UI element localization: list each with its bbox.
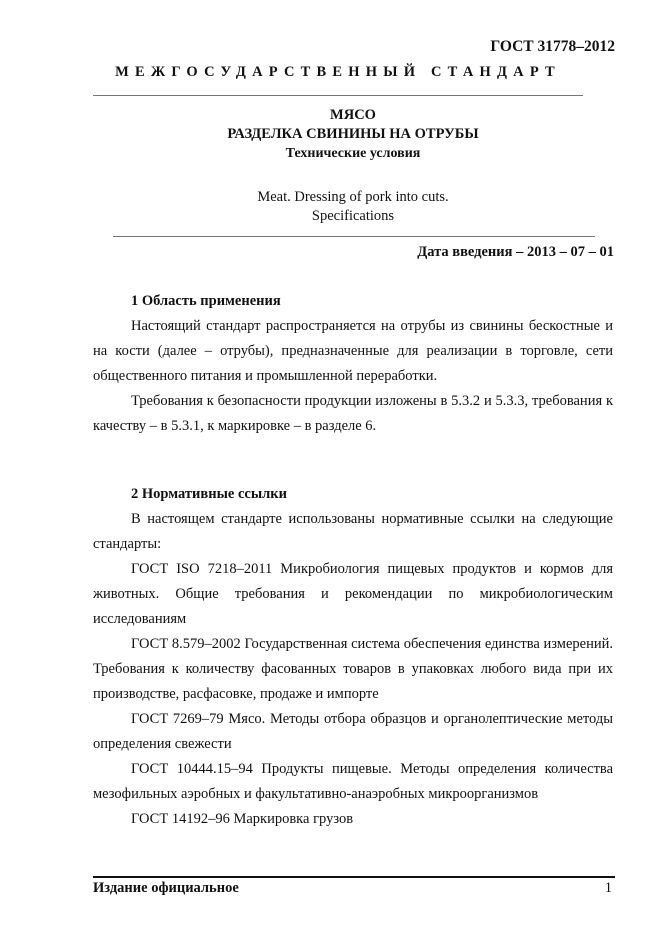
reference-item: ГОСТ 8.579–2002 Государственная система обеспечения единства измерений. Требования к количеству фасованных товаров в упаковках любого вида при их производстве, расфасовке, продаже и импорте [93, 636, 613, 702]
edition-label: Издание официальное [93, 880, 239, 896]
interstate-standard-label: МЕЖГОСУДАРСТВЕННЫЙ СТАНДАРТ [115, 64, 561, 80]
reference-item: ГОСТ 10444.15–94 Продукты пищевые. Методы определения количества мезофильных аэробных и факультативно-анаэробных микроорганизмов [93, 761, 613, 802]
section-2-intro: В настоящем стандарте использованы нормативные ссылки на следующие стандарты: [93, 511, 613, 552]
document-title [93, 106, 613, 163]
english-title-line-2: Specifications [311, 208, 395, 224]
english-title-line-1: Meat. Dressing of pork into cuts. [257, 189, 449, 205]
standard-code: ГОСТ 31778–2012 [490, 38, 615, 55]
reference-item: ГОСТ 14192–96 Маркировка грузов [131, 811, 354, 827]
title-divider [113, 236, 595, 237]
section-2 [93, 482, 613, 832]
section-1 [93, 289, 613, 439]
footer-divider [93, 876, 615, 878]
title-line-3: Технические условия [285, 146, 421, 161]
english-title [93, 188, 613, 226]
section-1-paragraph-1: Настоящий стандарт распространяется на отрубы из свинины бескостные и на кости (далее – отрубы), предназначенные для реализации в торговле, сети общественного питания и промышленной переработки. [93, 318, 613, 384]
header-divider [93, 95, 583, 96]
section-1-paragraph-2: Требования к безопасности продукции изложены в 5.3.2 и 5.3.3, требования к качеству – в 5.3.1, к маркировке – в разделе 6. [93, 393, 613, 434]
title-line-2: РАЗДЕЛКА СВИНИНЫ НА ОТРУБЫ [227, 126, 479, 142]
reference-item: ГОСТ 7269–79 Мясо. Методы отбора образцов и органолептические методы определения свежести [93, 711, 613, 752]
title-line-1: МЯСО [330, 107, 376, 123]
introduction-date: Дата введения – 2013 – 07 – 01 [417, 244, 614, 260]
reference-item: ГОСТ ISO 7218–2011 Микробиология пищевых продуктов и кормов для животных. Общие требования и рекомендации по микробиологическим исследованиям [93, 561, 613, 627]
page-number: 1 [604, 880, 612, 896]
section-1-heading: 1 Область применения [131, 293, 281, 309]
section-2-heading: 2 Нормативные ссылки [131, 486, 287, 502]
